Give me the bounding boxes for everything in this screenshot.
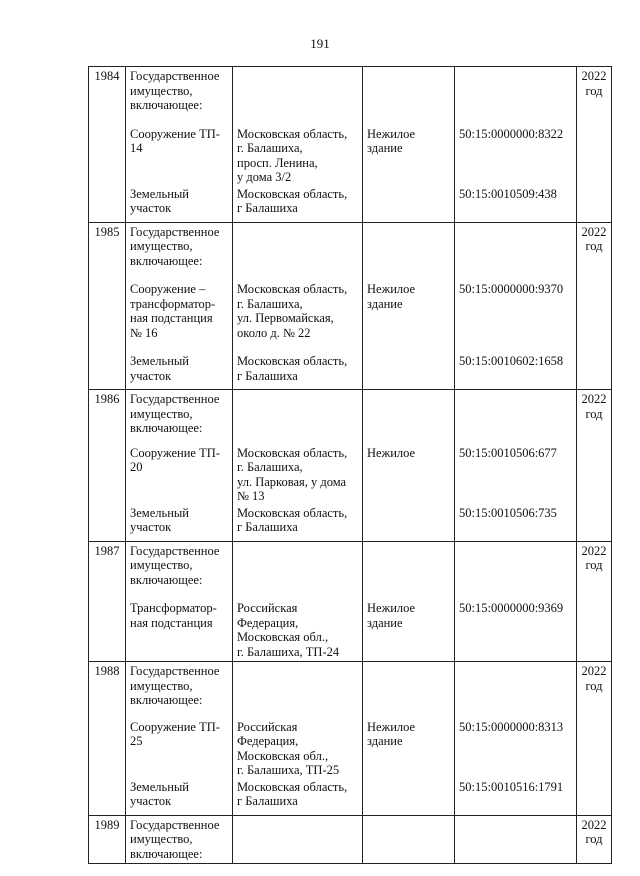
registry-body (89, 67, 612, 864)
item-address: Московская область, г. Балашиха, ул. Парковая, у дома № 13 (237, 445, 348, 503)
entry-number: 1985 (94, 224, 120, 239)
table-row (89, 390, 612, 446)
item-cadastral-number: 50:15:0010506:735 (459, 505, 557, 520)
table-row (89, 222, 612, 282)
item-type: Нежилое здание (367, 282, 416, 311)
item-cadastral-number: 50:15:0010509:438 (459, 186, 557, 201)
entry-title: Государственное имущество, включающее: (130, 224, 220, 268)
table-row (89, 354, 612, 390)
table-row (89, 446, 612, 506)
table-row (89, 67, 612, 127)
item-name: Земельный участок (130, 505, 189, 534)
item-type: Нежилое здание (367, 601, 416, 630)
table-row (89, 282, 612, 354)
item-type: Нежилое здание (367, 126, 416, 155)
item-name: Сооружение ТП- 20 (130, 445, 220, 474)
entry-number: 1987 (94, 543, 120, 558)
table-row (89, 780, 612, 816)
entry-number: 1989 (94, 817, 120, 832)
item-cadastral-number: 50:15:0010602:1658 (459, 354, 564, 368)
entry-year: 2022 год (581, 392, 607, 421)
item-address: Московская область, г Балашиха (237, 186, 348, 215)
table-row (89, 720, 612, 780)
item-address: Российская Федерация, Московская обл., г. Балашиха, ТП-24 (237, 601, 340, 659)
entry-year: 2022 год (581, 543, 607, 572)
table-row (89, 662, 612, 720)
table-row (89, 187, 612, 223)
item-address: Московская область, г. Балашиха, ул. Первомайская, около д. № 22 (237, 282, 348, 340)
item-cadastral-number: 50:15:0000000:9369 (459, 601, 564, 615)
item-cadastral-number: 50:15:0010516:1791 (459, 779, 564, 794)
entry-number: 1984 (94, 69, 120, 83)
item-type: Нежилое здание (367, 719, 416, 748)
entry-title: Государственное имущество, включающее: (130, 543, 220, 587)
item-cadastral-number: 50:15:0000000:8313 (459, 719, 564, 734)
item-address: Российская Федерация, Московская обл., г. Балашиха, ТП-25 (237, 719, 340, 777)
table-row (89, 541, 612, 601)
item-name: Земельный участок (130, 779, 189, 808)
entry-year: 2022 год (581, 817, 607, 846)
item-name: Сооружение – трансформатор- ная подстанция № 16 (130, 282, 216, 340)
entry-title: Государственное имущество, включающее: (130, 392, 220, 435)
item-cadastral-number: 50:15:0010506:677 (459, 445, 557, 460)
item-address: Московская область, г. Балашиха, просп. Ленина, у дома 3/2 (237, 126, 348, 184)
entry-year: 2022 год (581, 224, 607, 253)
entry-title: Государственное имущество, включающее: (130, 817, 220, 861)
item-name: Трансформатор- ная подстанция (130, 601, 217, 630)
entry-title: Государственное имущество, включающее: (130, 664, 220, 707)
table-row (89, 601, 612, 662)
item-address: Московская область, г Балашиха (237, 354, 348, 383)
page-number: 191 (310, 36, 330, 51)
property-registry-table (88, 66, 612, 864)
item-cadastral-number: 50:15:0000000:9370 (459, 282, 564, 296)
item-name: Сооружение ТП- 14 (130, 126, 220, 155)
entry-number: 1988 (94, 664, 120, 678)
entry-year: 2022 год (581, 664, 607, 693)
entry-year: 2022 год (581, 69, 607, 98)
item-type: Нежилое (367, 445, 416, 460)
item-name: Земельный участок (130, 186, 189, 215)
item-address: Московская область, г Балашиха (237, 505, 348, 534)
item-name: Земельный участок (130, 354, 189, 383)
entry-title: Государственное имущество, включающее: (130, 69, 220, 112)
table-row (89, 506, 612, 542)
entry-number: 1986 (94, 392, 120, 406)
item-name: Сооружение ТП- 25 (130, 719, 220, 748)
item-address: Московская область, г Балашиха (237, 779, 348, 808)
table-row (89, 815, 612, 864)
table-row (89, 127, 612, 187)
item-cadastral-number: 50:15:0000000:8322 (459, 126, 564, 141)
